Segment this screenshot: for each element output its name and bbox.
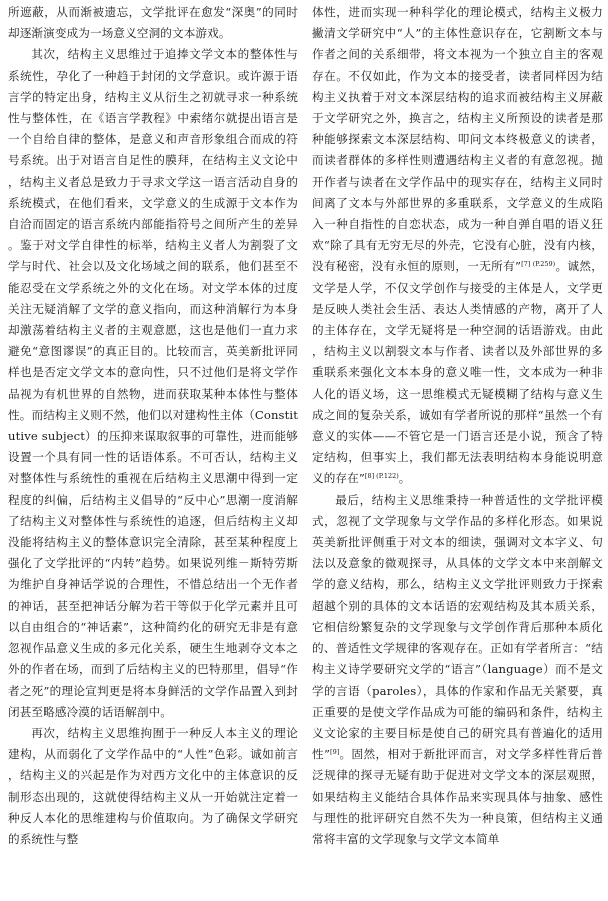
paragraph-text: 最后，结构主义思维秉持一种普适性的文学批评模式，忽视了文学现象与文学作品的多样化形态。如果说英美新批评侧重于对文本的细读，强调对文本字义、句法以及意象的微观探寻，从具体的文学文本中来剖解文学的意义结构，那么，结构主义文学批评则致力于探索超越个别的具体的文本话语的宏观结构及其本质关系，它相信纷繁复杂的文学现象与文学创作背后那种本质化的、普适性文学规律的客观存在。正如有学者所言：“结构主义诗学要研究文学的“语言”（language）而不是文学的言语（paroles），具体的作家和作品无关紧要，真正重要的是使文学作品成为可能的编码和条件，结构主义文论家的主要目标是使自己的研究具有普遍化的适用性” [312, 492, 603, 762]
paragraph-second-point: 其次，结构主义思维过于追捧文学文本的整体性与系统性，孕化了一种趋于封闭的文学意识。或许源于语言学的特定出身，结构主义从衍生之初就寻求一种系统性与整体性，在《语言学教程》中索绪尔就提出语言是一个自给自律的整体，是意义和声音形象组合而成的符号系统。出于对语言自足性的膜拜，在结构主义文论中，结构主义者总是致力于寻求文学这一语言活动自身的系统模式，在他们看来，文学意义的生成源于文本作为自洽而固定的语言系统内部能指符号之间所产生的差异。鉴于对文学自律性的标举，结构主义者人为割裂了文学与时代、社会以及文化场域之间的联系，他们甚至不能忍受在文学系统之外的文化在场。对文学本体的过度关注无疑消解了文学的意义指向，而这种消解行为本身却激荡着结构主义者的主观意愿，这也是他们一直力求避免“意图谬误”的真正目的。比较而言，英美新批评同样也是否定文学文本的意向性，只不过他们是将文学作品视为有机世界的自然物，进而获取某种本体性与整体性。而结构主义则不然，他们以对建构性主体（Constitutive subject）的压抑来谋取叙事的可靠性，进而能够设置一个具有同一性的话语体系。不可否认，结构主义对整体性与系统性的重视在后结构主义思潮中得到一定程度的纠偏，后结构主义倡导的“反中心”思潮一度消解了结构主义对整体性与系统性的追逐，但后结构主义却没能将结构主义的整体意识完全清除，甚至某种程度上强化了文学批评的“内转”趋势。如果说列维－斯特劳斯为维护自身神话学说的合理性，不惜总结出一个无作者的神话，甚至把神话分解为若干等似于化学元素并且可以自由组合的“神话素”，这种简约化的研究无非是有意忽视作品意义生成的多元化关系，硬生生地剥夺文本之外的作者在场，而到了后结构主义的巴特那里，倡导“作者之死”的理论宣判更是将本身鲜活的文学作品置入到封闭甚至略感冷漠的话语解剖中。 [8, 47, 298, 719]
left-column [8, 2, 298, 898]
right-column [312, 2, 603, 898]
citation-marker: [9] [330, 748, 340, 757]
paragraph-text: 。 [398, 471, 411, 486]
paragraph-continued-right [312, 2, 603, 490]
paragraph-third-point: 再次，结构主义思维拘囿于一种反人本主义的理论建构，从而弱化了文学作品中的“人性”色彩。诚如前言，结构主义的兴起是作为对西方文化中的主体意识的反制形态出现的，这就使得结构主义从一开始就注定着一种反人本化的思维建构与价值取向。为了确保文学研究的系统性与整 [8, 725, 298, 846]
paragraph-continued: 所遮蔽，从而渐被遗忘，文学批评在愈发“深奥”的同时却逐渐演变成为一场意义空洞的文本游戏。 [8, 5, 298, 41]
citation-marker: [8] (P.122) [364, 472, 399, 481]
paragraph-final-point [312, 490, 603, 850]
citation-marker: [7] (P.259) [521, 260, 556, 269]
paragraph-text: 。固然，相对于新批评而言，对文学多样性背后普泛规律的探寻无疑有助于促进对文学文本的深层观照，如果结构主义能结合具体作品来实现具体与抽象、感性与理性的批评研究自然不失为一种良策，但结构主义通常将丰富的文学现象与文学文本简单 [312, 747, 603, 846]
paragraph-text: 体性，进而实现一种科学化的理论模式，结构主义极力撇清文学研究中“人”的主体性意识存在，它割断文本与作者之间的关系细带，将文本视为一个独立自主的客观存在。不仅如此，作为文本的接受者，读者同样因为结构主义执着于对文本深层结构的追求而被结构主义屏蔽于文学研究之外，换言之，结构主义所预设的读者是那种能够探索文本深层结构、叩问文本终极意义的读者，而读者群体的多样性则遭遇结构主义者的有意忽视。抛开作者与读者在文学作品中的现实存在，结构主义同时间离了文本与外部世界的多重联系，文学意义的生成陷入一种自指性的自恋状态，成为一种自弹自唱的语义狂欢“除了具有无穷无尽的外壳，它没有心脏，没有内核，没有秘密，没有永恒的原则，一无所有” [312, 5, 603, 274]
paragraph-text: 。诚然，文学是人学，不仅文学创作与接受的主体是人，文学更是反映人类社会生活、表达人类情感的产物，离开了人的主体存在，文学无疑将是一种空洞的话语游戏。由此，结构主义以割裂文本与作者、读者以及外部世界的多重联系来强化文本本身的意义唯一性，文本成为一种非人化的语义场，这一思维模式无疑模糊了结构与意义生成之间的复杂关系，诚如有学者所说的那样“虽然一个有意义的实体——不管它是一门语言还是小说，预含了特定结构，但事实上，我们都无法表明结构本身能说明意义的存在” [312, 259, 603, 486]
